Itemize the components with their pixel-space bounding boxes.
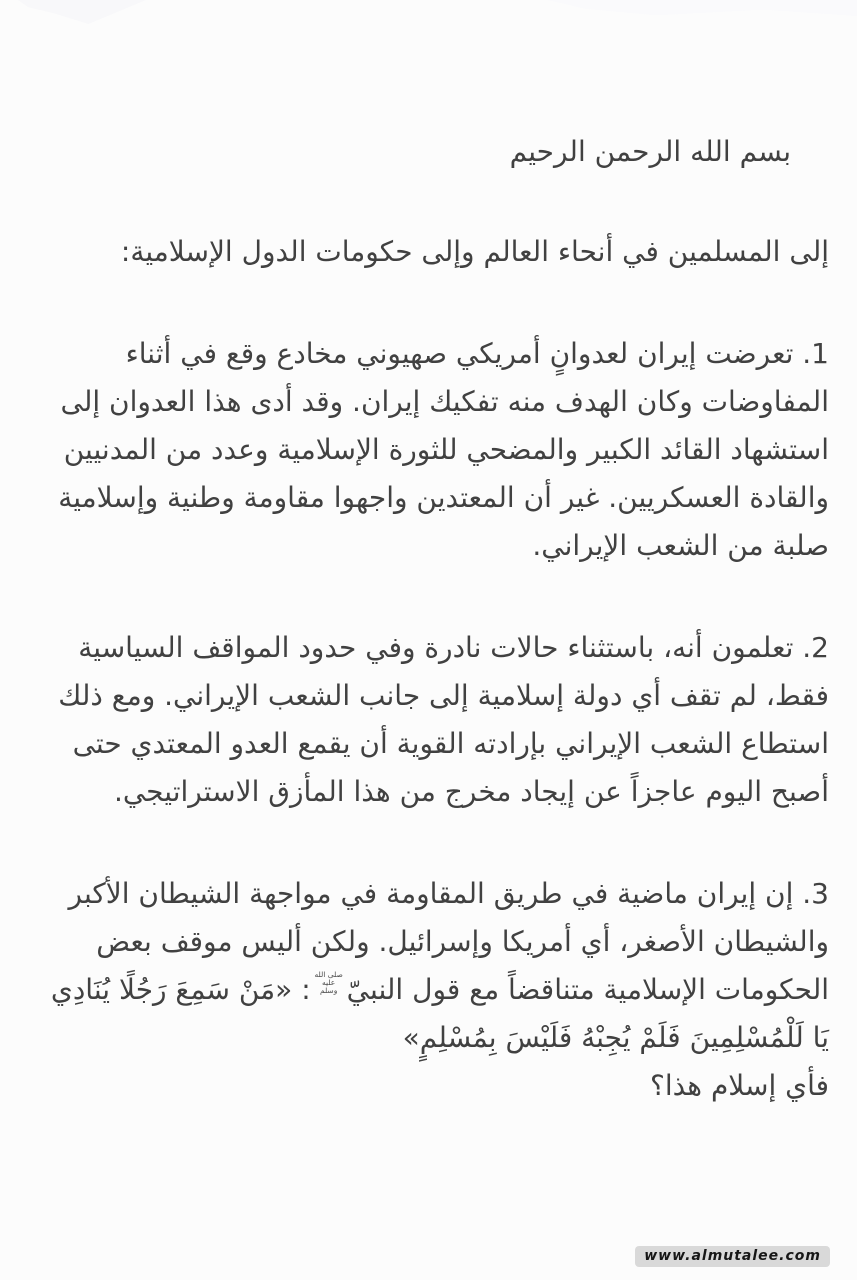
paragraph-3-lead-text: 3. إن إيران ماضية في طريق المقاومة في مواجهة الشيطان الأكبر والشيطان الأصغر، أي أمريكا وإسرائيل. ولكن أليس موقف بعض الحكومات الإسلامية متناقضاً مع قول النبيّ xyxy=(68,877,829,1006)
hadith-quote-text: : «مَنْ سَمِعَ رَجُلًا يُنَادِي يَا لَلْمُسْلِمِينَ فَلَمْ يُجِبْهُ فَلَيْسَ بِمُسْلِمٍ» xyxy=(50,973,829,1054)
basmala-line: بسم الله الرحمن الرحيم xyxy=(509,135,791,168)
site-watermark-badge: www.almutalee.com xyxy=(635,1246,830,1267)
salutation-line: إلى المسلمين في أنحاء العالم وإلى حكومات الدول الإسلامية: xyxy=(120,235,829,268)
paragraph-1: 1. تعرضت إيران لعدوانٍ أمريكي صهيوني مخادع وقع في أثناء المفاوضات وكان الهدف منه تفكيك إيران. وقد أدى هذا العدوان إلى استشهاد القائد الكبير والمضحي للثورة الإسلامية وعدد من المدنيين والقادة العسكريين. غير أن المعتدين واجهوا مقاومة وطنية وإسلامية صلبة من الشعب الإيراني. xyxy=(58,337,829,562)
paragraph-2: 2. تعلمون أنه، باستثناء حالات نادرة وفي حدود المواقف السياسية فقط، لم تقف أي دولة إسلامية إلى جانب الشعب الإيراني. ومع ذلك استطاع الشعب الإيراني بإرادته القوية أن يقمع العدو المعتدي حتى أصبح اليوم عاجزاً عن إيجاد مخرج من هذا المأزق الاستراتيجي. xyxy=(58,631,829,808)
closing-question: فأي إسلام هذا؟ xyxy=(649,1069,829,1102)
paragraph-3 xyxy=(50,870,829,1110)
prophet-honorific-mark: صلى الله عليه وسلم xyxy=(314,969,343,995)
